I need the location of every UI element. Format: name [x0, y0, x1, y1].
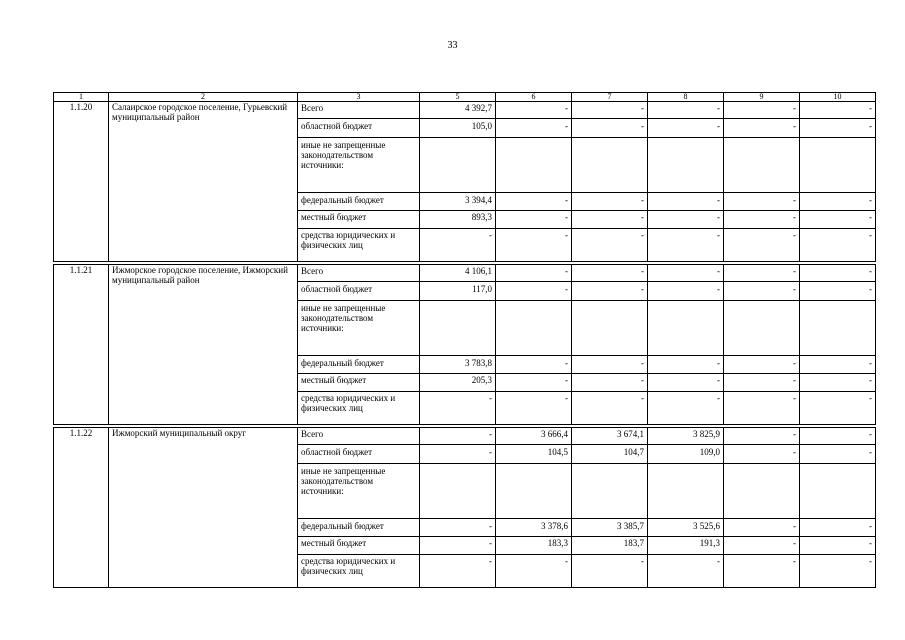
table-row — [54, 428, 876, 445]
value-cell: - — [572, 555, 648, 588]
value-cell: - — [648, 356, 724, 374]
value-cell: - — [724, 229, 800, 262]
value-cell: - — [800, 193, 876, 211]
page-number: 33 — [447, 40, 458, 51]
value-cell: - — [724, 537, 800, 555]
funding-source-label: областной бюджет — [298, 119, 420, 138]
value-cell: - — [724, 193, 800, 211]
value-cell: - — [572, 102, 648, 119]
value-cell: - — [800, 555, 876, 588]
column-header: 7 — [572, 93, 648, 102]
value-cell: 3 378,6 — [496, 519, 572, 537]
value-cell: - — [800, 519, 876, 537]
value-cell — [572, 301, 648, 356]
value-cell: 104,5 — [496, 445, 572, 464]
value-cell: 191,3 — [648, 537, 724, 555]
value-cell: - — [420, 428, 496, 445]
value-cell: - — [420, 229, 496, 262]
value-cell: - — [724, 555, 800, 588]
value-cell — [420, 138, 496, 193]
value-cell: 3 674,1 — [572, 428, 648, 445]
value-cell: - — [648, 555, 724, 588]
value-cell: 3 666,4 — [496, 428, 572, 445]
value-cell: - — [572, 193, 648, 211]
value-cell: - — [648, 374, 724, 392]
value-cell: - — [496, 374, 572, 392]
value-cell: - — [800, 356, 876, 374]
value-cell: 3 525,6 — [648, 519, 724, 537]
value-cell: - — [800, 537, 876, 555]
value-cell: 104,7 — [572, 445, 648, 464]
budget-table — [53, 92, 876, 588]
value-cell: - — [800, 282, 876, 301]
column-header: 6 — [496, 93, 572, 102]
value-cell: - — [420, 445, 496, 464]
value-cell: - — [496, 211, 572, 229]
value-cell: 3 783,8 — [420, 356, 496, 374]
value-cell: - — [572, 282, 648, 301]
funding-source-label: Всего — [298, 265, 420, 282]
table-row — [54, 265, 876, 282]
value-cell: - — [724, 374, 800, 392]
value-cell: - — [496, 282, 572, 301]
section-name: Ижморское городское поселение, Ижморский муниципальный район — [109, 265, 298, 425]
funding-source-label: областной бюджет — [298, 282, 420, 301]
value-cell — [724, 301, 800, 356]
value-cell — [800, 301, 876, 356]
value-cell: - — [496, 102, 572, 119]
funding-source-label: федеральный бюджет — [298, 519, 420, 537]
value-cell: 117,0 — [420, 282, 496, 301]
value-cell: - — [420, 537, 496, 555]
value-cell: - — [800, 211, 876, 229]
value-cell: - — [572, 392, 648, 425]
value-cell: - — [572, 229, 648, 262]
value-cell: - — [572, 265, 648, 282]
funding-source-label: иные не запрещенные законодательством источники: — [298, 138, 420, 193]
value-cell: - — [648, 211, 724, 229]
value-cell: - — [724, 428, 800, 445]
value-cell: 4 392,7 — [420, 102, 496, 119]
value-cell: 3 385,7 — [572, 519, 648, 537]
value-cell — [648, 301, 724, 356]
value-cell: - — [420, 555, 496, 588]
section-name: Ижморский муниципальный округ — [109, 428, 298, 588]
value-cell — [572, 138, 648, 193]
value-cell: - — [724, 102, 800, 119]
value-cell: - — [648, 265, 724, 282]
value-cell: - — [724, 211, 800, 229]
funding-source-label: местный бюджет — [298, 211, 420, 229]
value-cell: - — [648, 229, 724, 262]
value-cell — [420, 464, 496, 519]
funding-source-label: средства юридических и физических лиц — [298, 555, 420, 588]
value-cell: - — [800, 102, 876, 119]
value-cell: - — [724, 265, 800, 282]
value-cell: - — [572, 356, 648, 374]
value-cell: - — [724, 445, 800, 464]
funding-source-label: федеральный бюджет — [298, 356, 420, 374]
value-cell: - — [724, 392, 800, 425]
value-cell: - — [648, 119, 724, 138]
value-cell: - — [496, 356, 572, 374]
value-cell — [648, 464, 724, 519]
value-cell: - — [800, 445, 876, 464]
value-cell: - — [800, 428, 876, 445]
column-header: 9 — [724, 93, 800, 102]
value-cell: - — [724, 356, 800, 374]
funding-source-label: Всего — [298, 428, 420, 445]
value-cell: - — [648, 392, 724, 425]
value-cell — [572, 464, 648, 519]
section-name: Салаирское городское поселение, Гурьевский муниципальный район — [109, 102, 298, 262]
value-cell — [800, 138, 876, 193]
column-header: 8 — [648, 93, 724, 102]
funding-source-label: Всего — [298, 102, 420, 119]
value-cell: - — [724, 519, 800, 537]
value-cell: 183,3 — [496, 537, 572, 555]
value-cell — [648, 138, 724, 193]
column-header: 5 — [420, 93, 496, 102]
value-cell: - — [496, 119, 572, 138]
value-cell: - — [496, 265, 572, 282]
funding-source-label: местный бюджет — [298, 374, 420, 392]
value-cell: 893,3 — [420, 211, 496, 229]
value-cell — [496, 301, 572, 356]
value-cell — [496, 464, 572, 519]
value-cell: 205,3 — [420, 374, 496, 392]
section-code: 1.1.21 — [54, 265, 109, 425]
value-cell: 3 825,9 — [648, 428, 724, 445]
column-header: 10 — [800, 93, 876, 102]
section-code: 1.1.22 — [54, 428, 109, 588]
value-cell — [724, 138, 800, 193]
value-cell: - — [496, 193, 572, 211]
value-cell: - — [800, 265, 876, 282]
value-cell: - — [496, 229, 572, 262]
value-cell: - — [800, 392, 876, 425]
value-cell: - — [420, 519, 496, 537]
value-cell: - — [648, 193, 724, 211]
value-cell: - — [648, 102, 724, 119]
column-header: 1 — [54, 93, 109, 102]
value-cell — [800, 464, 876, 519]
value-cell: - — [724, 282, 800, 301]
value-cell: 4 106,1 — [420, 265, 496, 282]
value-cell: - — [496, 392, 572, 425]
funding-source-label: федеральный бюджет — [298, 193, 420, 211]
value-cell: - — [800, 229, 876, 262]
table-row — [54, 102, 876, 119]
funding-source-label: иные не запрещенные законодательством источники: — [298, 464, 420, 519]
value-cell — [420, 301, 496, 356]
header-row — [54, 93, 876, 102]
funding-source-label: средства юридических и физических лиц — [298, 392, 420, 425]
value-cell: - — [420, 392, 496, 425]
value-cell: 105,0 — [420, 119, 496, 138]
value-cell: - — [800, 374, 876, 392]
value-cell: 3 394,4 — [420, 193, 496, 211]
funding-source-label: местный бюджет — [298, 537, 420, 555]
value-cell: - — [572, 374, 648, 392]
value-cell: - — [648, 282, 724, 301]
value-cell: 109,0 — [648, 445, 724, 464]
funding-source-label: средства юридических и физических лиц — [298, 229, 420, 262]
value-cell — [496, 138, 572, 193]
value-cell: - — [496, 555, 572, 588]
column-header: 3 — [298, 93, 420, 102]
funding-source-label: областной бюджет — [298, 445, 420, 464]
section-code: 1.1.20 — [54, 102, 109, 262]
value-cell: - — [800, 119, 876, 138]
value-cell — [724, 464, 800, 519]
value-cell: - — [572, 211, 648, 229]
value-cell: 183,7 — [572, 537, 648, 555]
value-cell: - — [724, 119, 800, 138]
column-header: 2 — [109, 93, 298, 102]
funding-source-label: иные не запрещенные законодательством источники: — [298, 301, 420, 356]
value-cell: - — [572, 119, 648, 138]
